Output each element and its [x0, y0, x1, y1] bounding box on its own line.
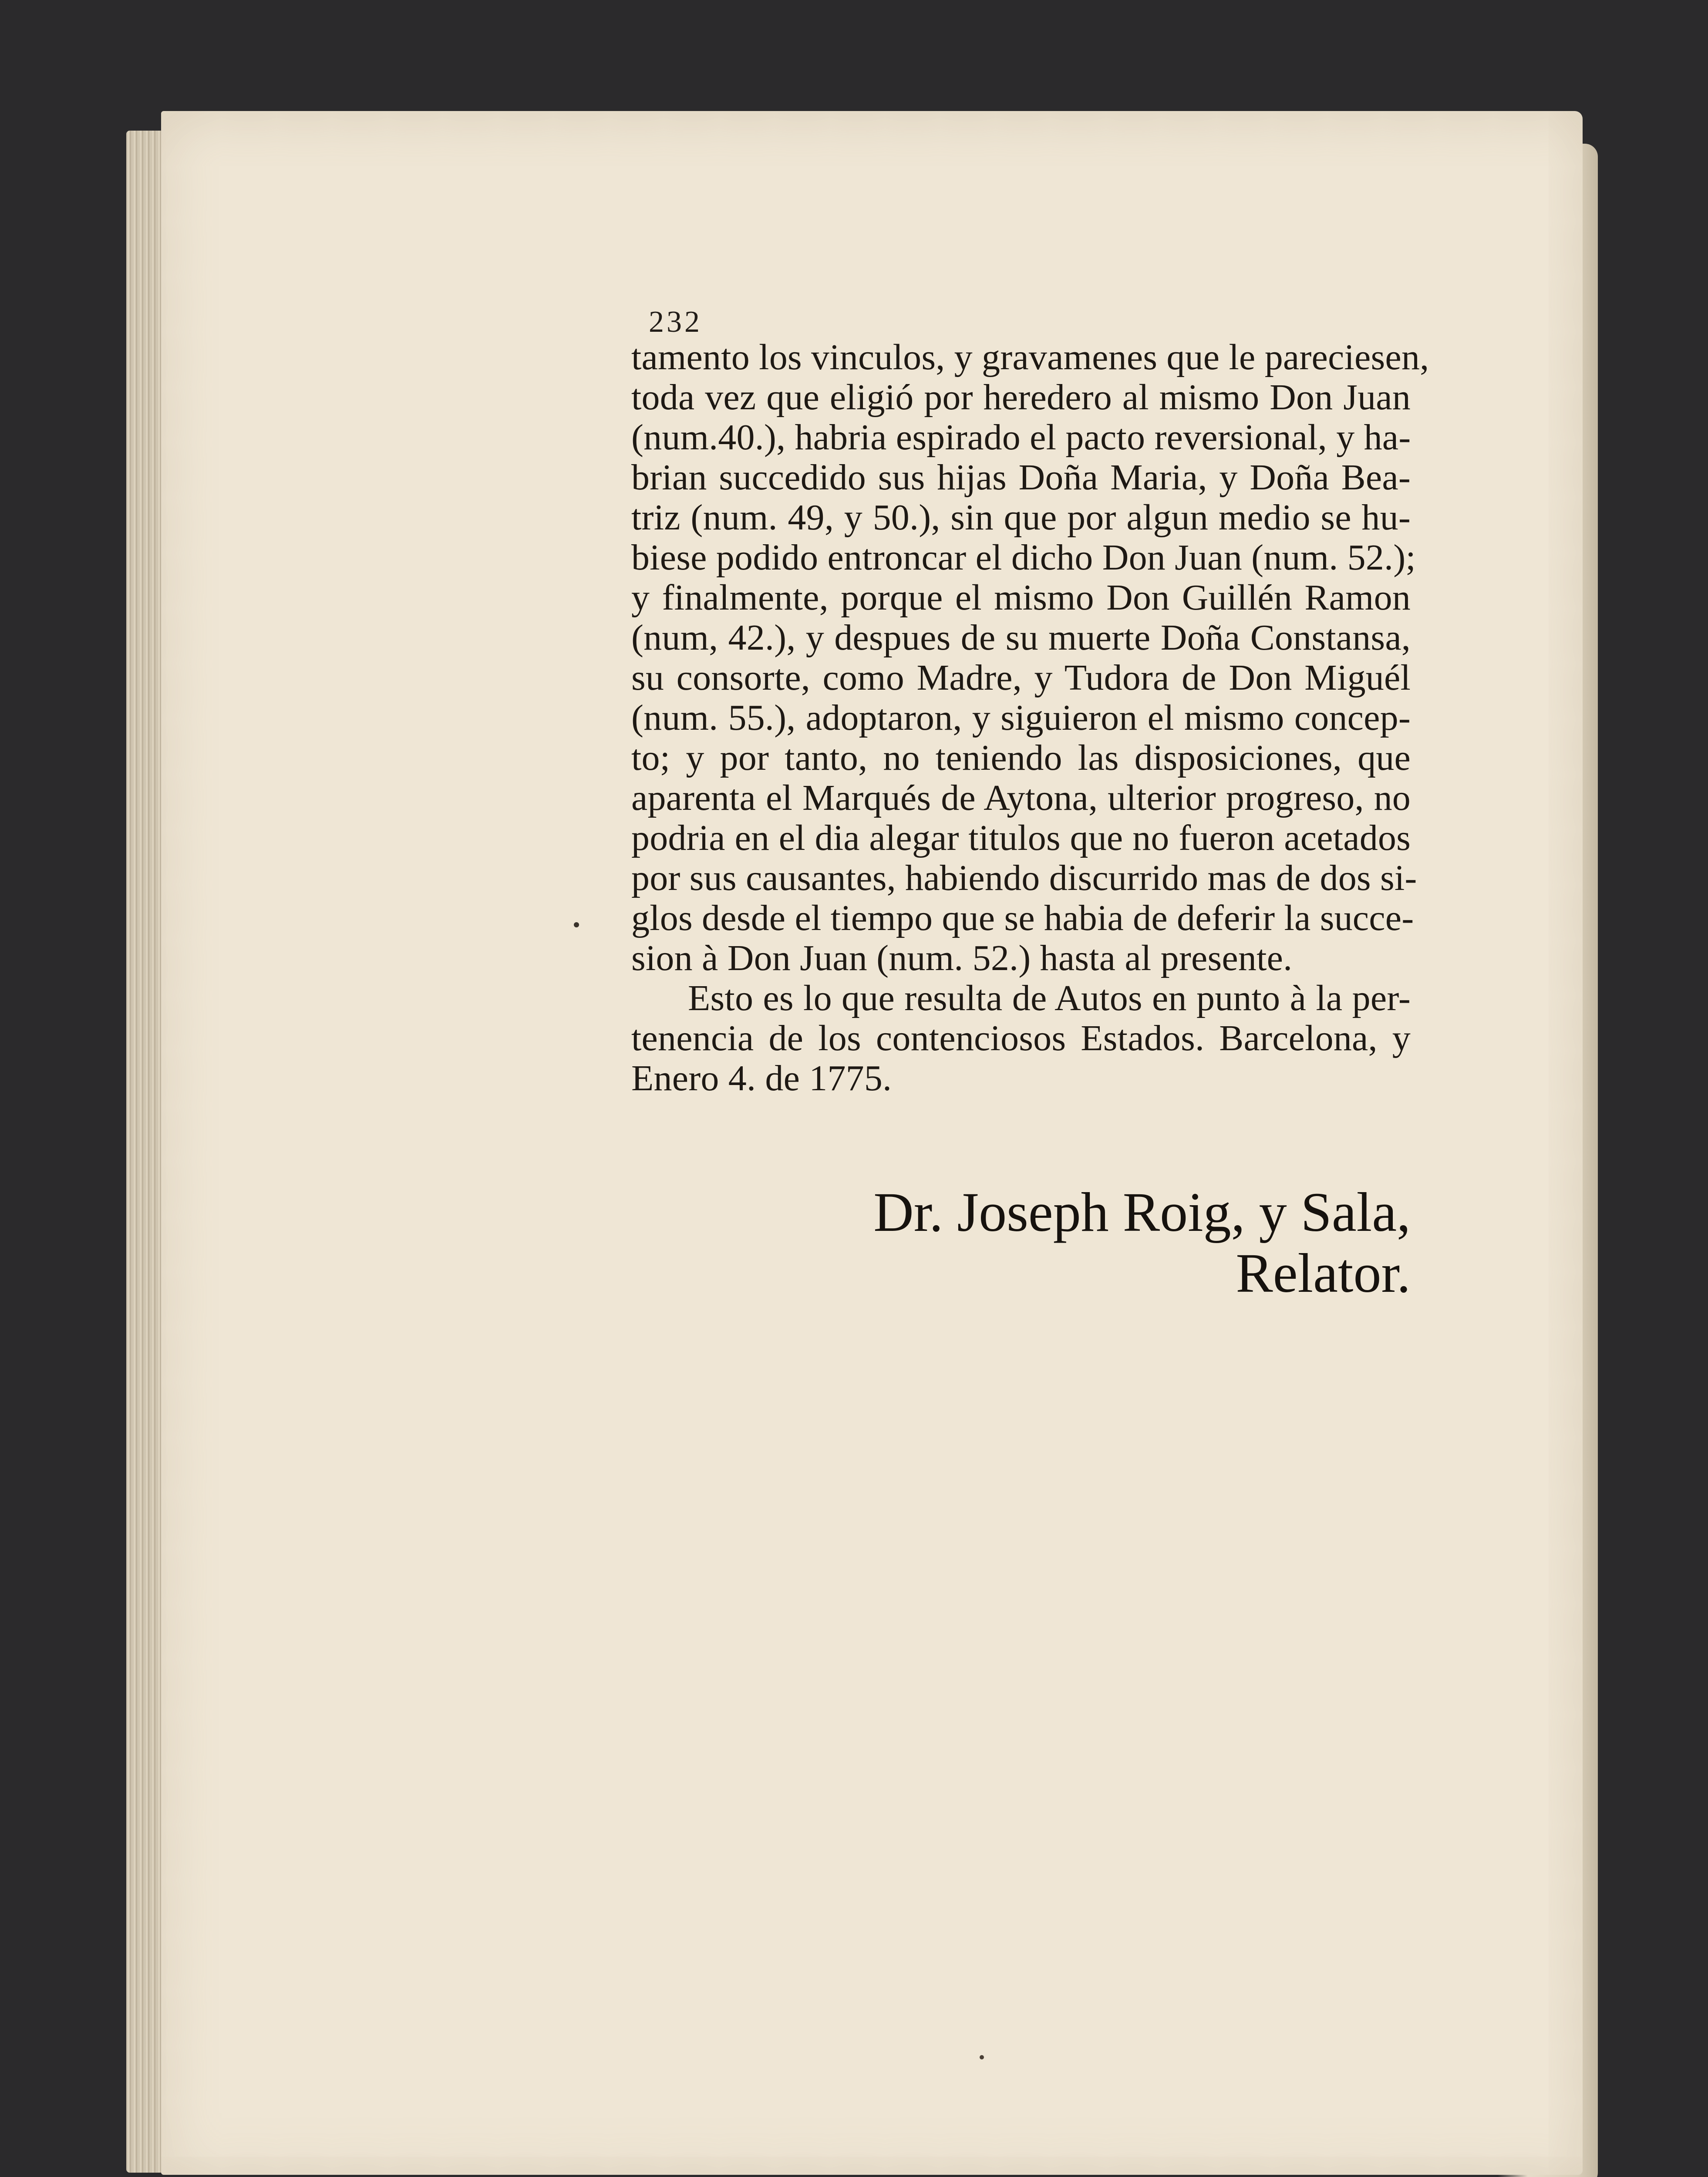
- closing-line: Enero 4. de 1775.: [631, 1058, 892, 1099]
- page-number: 232: [649, 305, 702, 339]
- signature-name: Dr. Joseph Roig, y Sala,: [873, 1181, 1411, 1243]
- bottom-mark: [980, 2055, 984, 2059]
- text-line: su consorte, como Madre, y Tudora de Don Miguél: [631, 657, 1411, 698]
- signature-role: Relator.: [1236, 1242, 1411, 1304]
- text-line: aparenta el Marqués de Aytona, ulterior progreso, no: [631, 778, 1411, 818]
- text-line: toda vez que eligió por heredero al mismo Don Juan: [631, 377, 1411, 418]
- text-line: y finalmente, porque el mismo Don Guillén Ramon: [631, 577, 1411, 618]
- text-line: (num, 42.), y despues de su muerte Doña Constansa,: [631, 617, 1411, 658]
- text-line: tamento los vinculos, y gravamenes que le pareciesen,: [631, 337, 1429, 377]
- text-line: glos desde el tiempo que se habia de deferir la succe-: [631, 898, 1414, 938]
- main-text: [631, 305, 1429, 1099]
- margin-mark: [574, 922, 579, 927]
- text-line: (num. 55.), adoptaron, y siguieron el mismo concep-: [631, 698, 1411, 738]
- closing-line: tenencia de los contenciosos Estados. Barcelona, y: [631, 1018, 1411, 1058]
- text-line: sion à Don Juan (num. 52.) hasta al presente.: [631, 938, 1293, 978]
- text-line: (num.40.), habria espirado el pacto reversional, y ha-: [631, 417, 1411, 458]
- text-line: biese podido entroncar el dicho Don Juan (num. 52.);: [631, 537, 1416, 578]
- text-line: to; y por tanto, no teniendo las disposiciones, que: [631, 738, 1411, 778]
- closing-line: Esto es lo que resulta de Autos en punto à la per-: [688, 978, 1411, 1018]
- text-line: brian succedido sus hijas Doña Maria, y Doña Bea-: [631, 457, 1411, 498]
- text-line: por sus causantes, habiendo discurrido mas de dos si-: [631, 858, 1417, 898]
- text-line: podria en el dia alegar titulos que no fueron acetados: [631, 818, 1411, 858]
- text-line: triz (num. 49, y 50.), sin que por algun medio se hu-: [631, 497, 1411, 538]
